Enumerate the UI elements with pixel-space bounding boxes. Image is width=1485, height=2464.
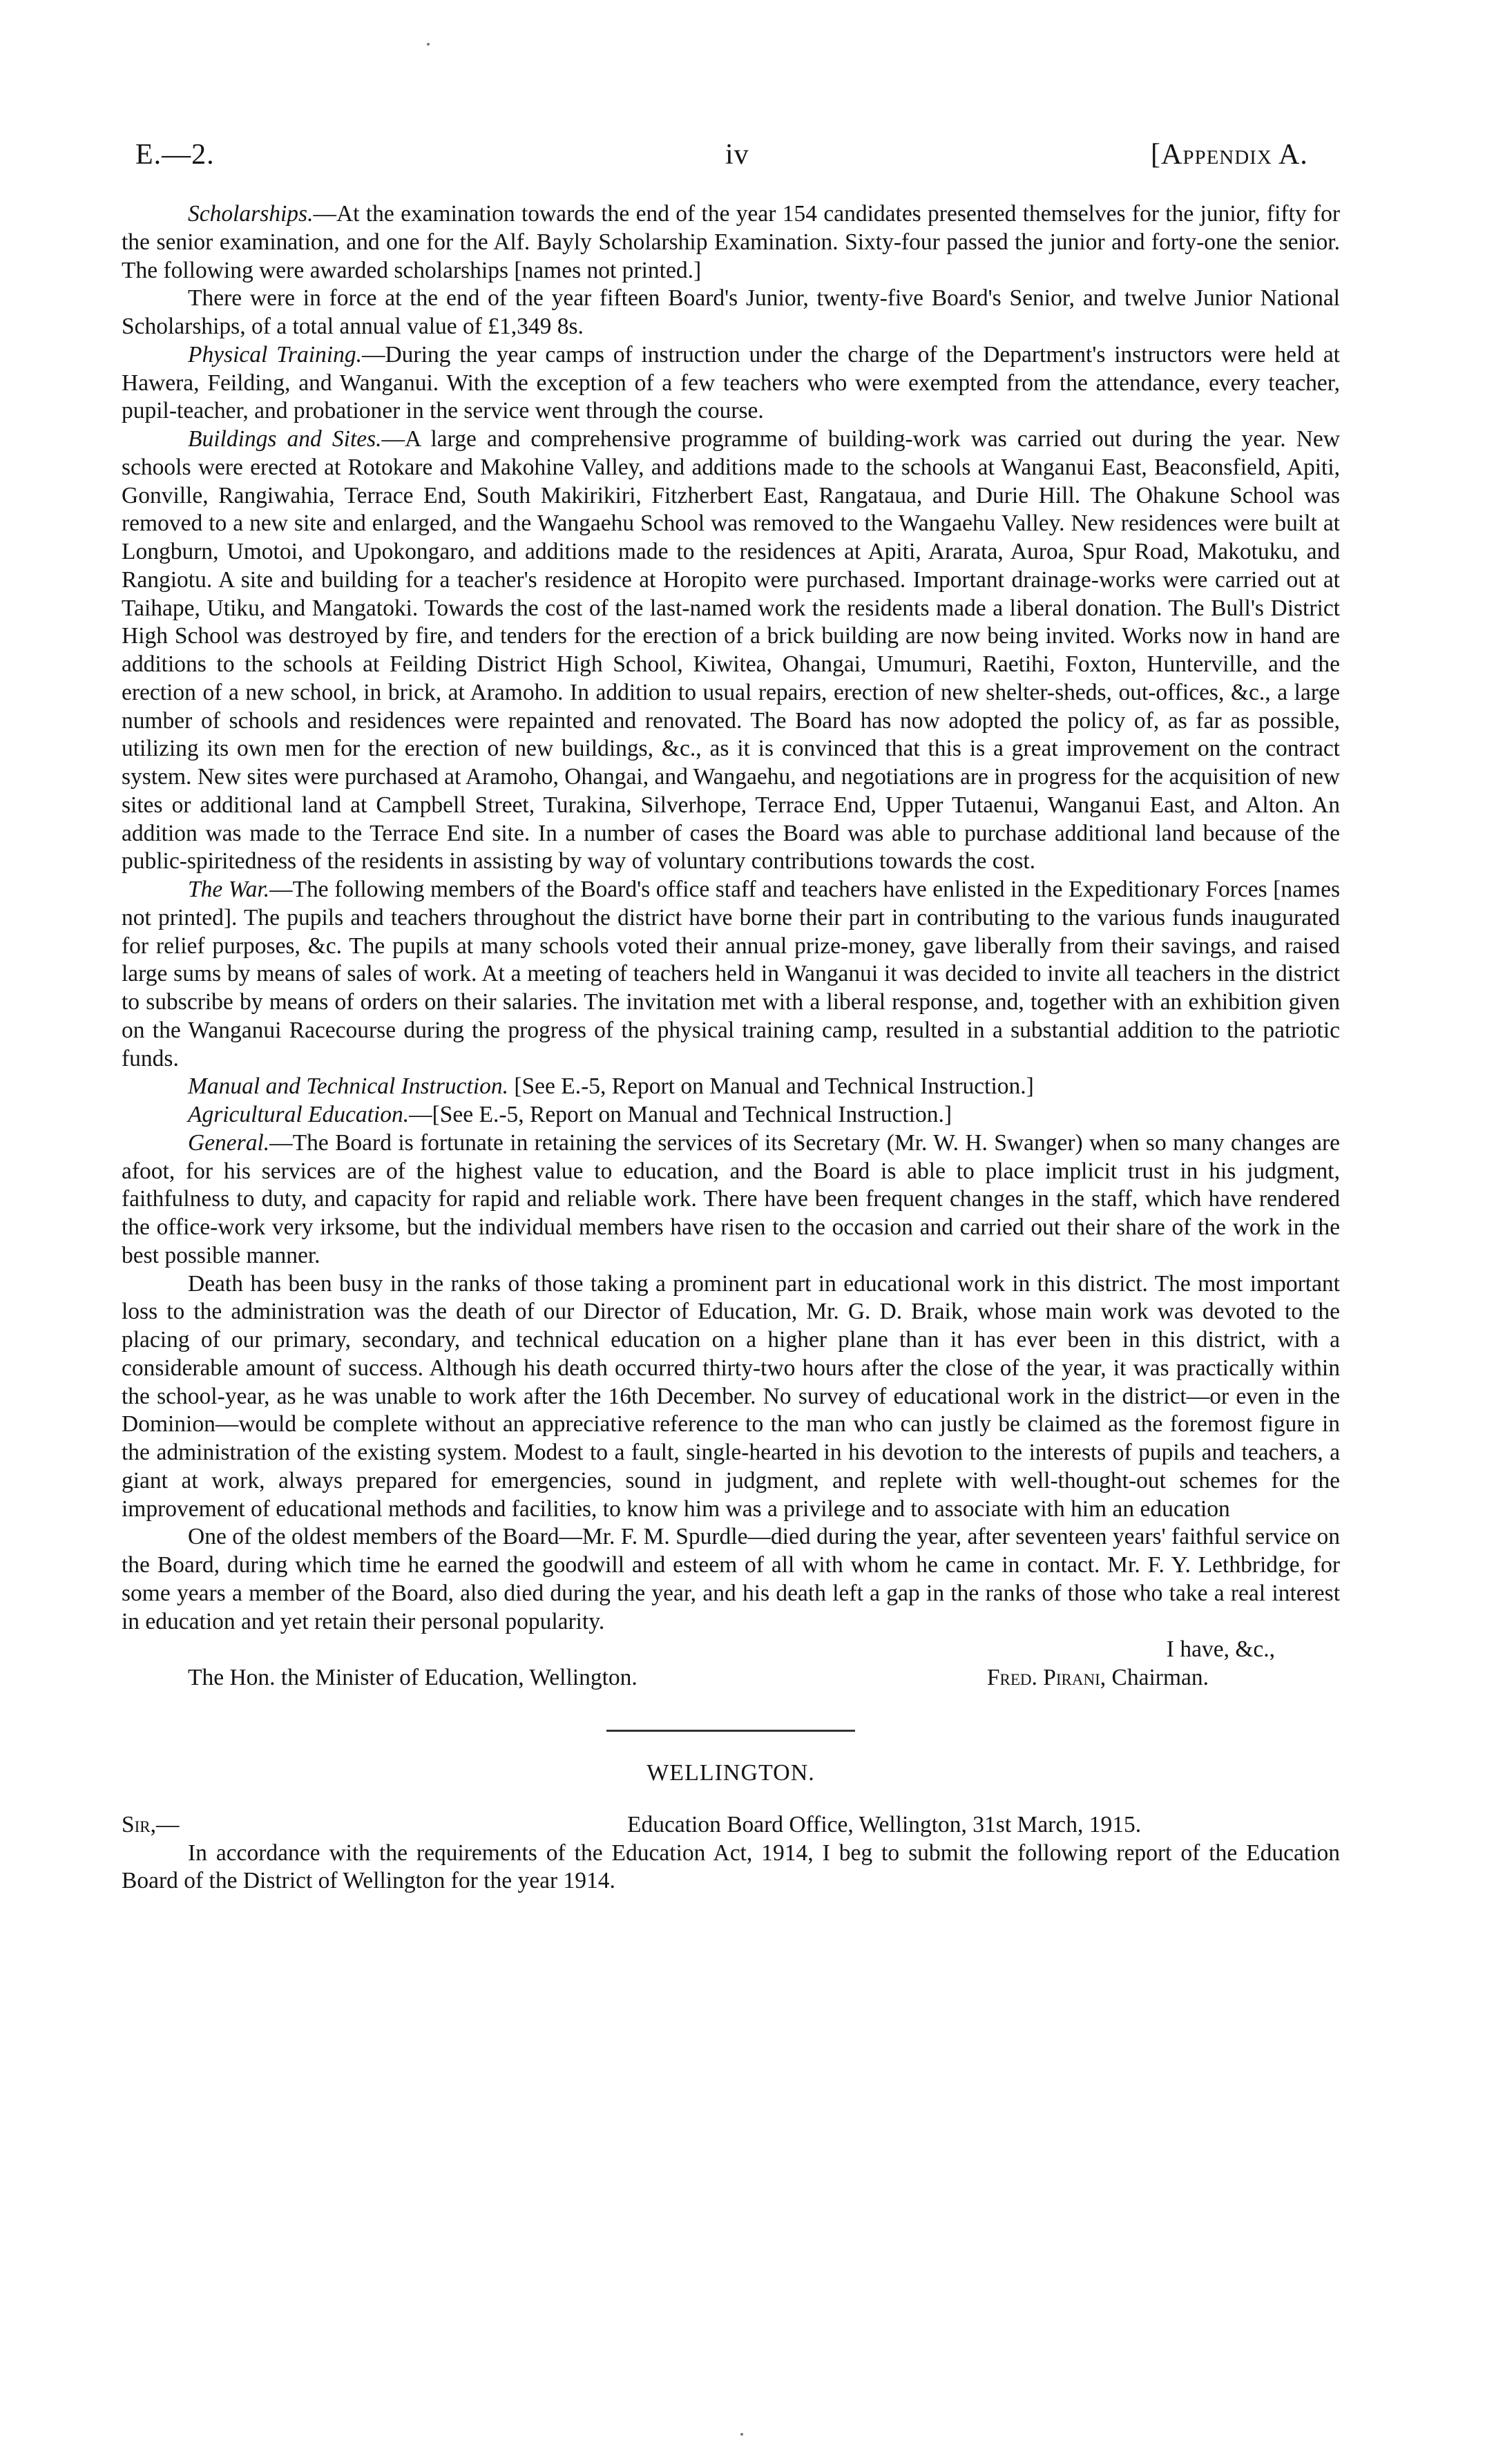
addressee: The Hon. the Minister of Education, Wellington. (188, 1665, 638, 1690)
salutation: Sir,— (122, 1811, 180, 1837)
paragraph-scholarships-in-force (122, 285, 1340, 341)
paragraph-general (122, 1129, 1340, 1270)
paragraph-text: —During the year camps of instruction under the charge of the Department's instructors were held at Hawera, Feilding, and Wanganui. With the exception of a few teachers who were exempted from the attendance, every teacher, pupil-teacher, and probationer in the service went through the course. (122, 341, 1340, 424)
paragraph-text: —A large and comprehensive programme of building-work was carried out during the year. New schools were erected at Rotokare and Makohine Valley, and additions made to the schools at Wanganui East, Beaconsfield, Apiti, Gonville, Rangiwahia, Terrace End, South Makirikiri, Fitzherbert East, Rangataua, and Durie Hill. The Ohakune School was removed to a new site and enlarged, and the Wangaehu School was removed to the Wangaehu Valley. New residences were built at Longburn, Umotoi, and Upokongaro, and additions made to the residences at Apiti, Ararata, Auroa, Spur Road, Makotuku, and Rangiotu. A site and building for a teacher's residence at Horopito were purchased. Important drainage-works were carried out at Taihape, Utiku, and Mangatoki. Towards the cost of the last-named work the residents made a liberal donation. The Bull's District High School was destroyed by fire, and tenders for the erection of a brick building are now being invited. Works now in hand are additions to the schools at Feilding District High School, Kiwitea, Ohangai, Umumuri, Raetihi, Foxton, Hunterville, and the erection of a new school, in brick, at Aramoho. In addition to usual repairs, erection of new shelter-sheds, out-offices, &c., a large number of schools and residences were repainted and renovated. The Board has now adopted the policy of, as far as possible, utilizing its own men for the erection of new buildings, &c., as it is convinced that this is a great improvement on the contract system. New sites were purchased at Aramoho, Ohangai, and Wangaehu, and negotiations are in progress for the acquisition of new sites or additional land at Campbell Street, Turakina, Silverhope, Terrace End, Upper Tutaenui, Wanganui East, and Alton. An addition was made to the Terrace End site. In a number of cases the Board was able to purchase additional land because of the public-spiritedness of the residents in assisting by way of voluntary contributions towards the cost. (122, 426, 1340, 875)
signoff-line (122, 1664, 1340, 1692)
header-reference: E.—2. (135, 139, 215, 171)
paragraph-text: —The following members of the Board's office staff and teachers have enlisted in the Expeditionary Forces [names not printed]. The pupils and teachers throughout the district have borne their part in contributing to the various funds inaugurated for relief purposes, &c. The pupils at many schools voted their annual prize-money, gave liberally from their savings, and raised large sums by means of sales of work. At a meeting of teachers held in Wanganui it was decided to invite all teachers in the district to subscribe by means of orders on their salaries. The invitation met with a liberal response, and, together with an exhibition given on the Wanganui Racecourse during the progress of the physical training camp, resulted in a substantial addition to the patriotic funds. (122, 877, 1340, 1071)
paragraph-text: —At the examination towards the end of the year 154 candidates presented themselves for the junior, fifty for the senior examination, and one for the Alf. Bayly Scholarship Examination. Sixty-four passed the junior and forty-one the senior. The following were awarded scholarships [names not printed.] (122, 201, 1340, 283)
paragraph-agricultural (122, 1101, 1340, 1129)
paragraph-heading: General. (188, 1129, 270, 1156)
paragraph-spurdle (122, 1523, 1340, 1636)
paragraph-heading: Physical Training. (188, 341, 362, 367)
paragraph-text: —The Board is fortunate in retaining the services of its Secretary (Mr. W. H. Swanger) when so many changes are afoot, for his services are of the highest value to education, and the Board is able to place implicit trust in his judgment, faithfulness to duty, and capacity for rapid and reliable work. There have been frequent changes in the staff, which have rendered the office-work very irksome, but the individual members have risen to the occasion and carried out their share of the work in the best possible manner. (122, 1129, 1340, 1268)
signature-last-name: Pirani (1043, 1665, 1100, 1690)
paragraph-the-war (122, 876, 1340, 1073)
paragraph-heading: Scholarships. (188, 201, 314, 227)
paragraph-text: Death has been busy in the ranks of those taking a prominent part in educational work in this district. The most important loss to the administration was the death of our Director of Education, Mr. G. D. Braik, whose main work was devoted to the placing of our primary, secondary, and technical education on a higher plane than it has ever been in this district, with a considerable amount of success. Although his death occurred thirty-two hours after the close of the year, it was practically within the school-year, as he was unable to work after the 16th December. No survey of educational work in the district—or even in the Dominion—would be complete without an appreciative reference to the man who can justly be claimed as the foremost figure in the administration of the existing system. Modest to a fault, single-hearted in his devotion to the interests of pupils and teachers, a giant at work, always prepared for emergencies, sound in judgment, and replete with well-thought-out schemes for the improvement of educational methods and facilities, to know him was a privilege and to associate with him an education (122, 1270, 1340, 1522)
paragraph-scholarships (122, 200, 1340, 285)
paragraph-heading: The War. (188, 877, 270, 902)
paragraph-text: —[See E.-5, Report on Manual and Technical Instruction.] (409, 1102, 952, 1127)
letter-intro: In accordance with the requirements of the Education Act, 1914, I beg to submit the following report of the Education Board of the District of Wellington for the year 1914. (122, 1840, 1340, 1894)
paragraph-text: [See E.-5, Report on Manual and Technical Instruction.] (508, 1073, 1034, 1100)
signature-role: , Chairman. (1100, 1665, 1209, 1690)
paragraph-heading: Agricultural Education. (188, 1102, 410, 1127)
paragraph-manual-technical (122, 1073, 1340, 1101)
header-appendix: [Appendix A. (1151, 139, 1308, 171)
paragraph-heading: Manual and Technical Instruction. (188, 1073, 509, 1100)
paragraph-physical-training (122, 341, 1340, 426)
signature-first-name: Fred. (986, 1665, 1037, 1690)
dateline: Education Board Office, Wellington, 31st March, 1915. (627, 1811, 1142, 1837)
paragraph-death (122, 1270, 1340, 1524)
letter-header-line (122, 1811, 1340, 1840)
paragraph-heading: Buildings and Sites. (188, 426, 382, 452)
page-number: iv (725, 139, 749, 171)
scan-speck (740, 2433, 743, 2436)
section-title: WELLINGTON. (646, 1759, 815, 1786)
paragraph-text: One of the oldest members of the Board—Mr. F. M. Spurdle—died during the year, after seventeen years' faithful service on the Board, during which time he earned the goodwill and esteem of all with whom he came in contact. Mr. F. Y. Lethbridge, for some years a member of the Board, also died during the year, and his death left a gap in the ranks of those who take a real interest in education and yet retain their personal popularity. (122, 1524, 1340, 1634)
paragraph-text: There were in force at the end of the year fifteen Board's Junior, twenty-five Board's Senior, and twelve Junior National Scholarships, of a total annual value of £1,349 8s. (122, 285, 1340, 339)
section-divider (606, 1730, 855, 1732)
paragraph-buildings-and-sites (122, 426, 1340, 876)
closing-line (122, 1636, 1340, 1664)
report-body (122, 200, 1340, 1895)
scan-speck (427, 43, 430, 46)
signature (987, 1664, 1209, 1692)
closing-formula: I have, &c., (1166, 1636, 1275, 1663)
